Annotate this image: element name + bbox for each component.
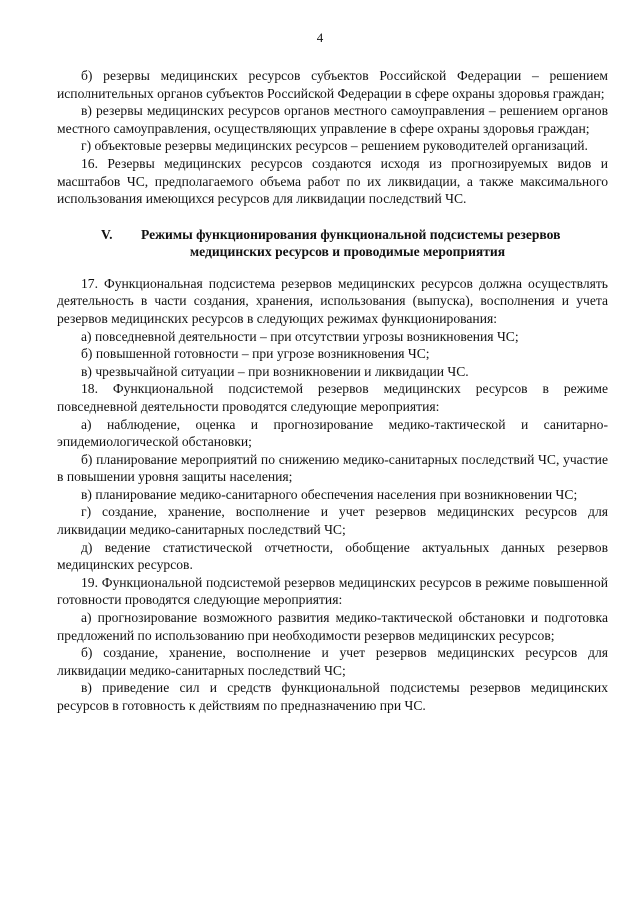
paragraph: б) резервы медицинских ресурсов субъектов Российской Федерации – решением исполнительных органов субъектов Российской Федерации в сфере охраны здоровья граждан; [57,68,608,101]
paragraph: 19. Функциональной подсистемой резервов медицинских ресурсов в режиме повышенной готовности проводятся следующие мероприятия: [57,574,608,608]
section-heading [57,226,608,260]
paragraph: в) резервы медицинских ресурсов органов местного самоуправления – решением органов местного самоуправления, осуществляющих управление в сфере охраны здоровья граждан; [57,103,608,136]
document-body [57,67,608,715]
section-number: V. [101,226,113,242]
section-title-line-1: Режимы функционирования функциональной подсистемы резервов [141,226,561,242]
section-title-line-2: медицинских ресурсов и проводимые мероприятия [189,243,506,259]
paragraph: б) создание, хранение, восполнение и учет резервов медицинских ресурсов для ликвидации медико-санитарных последствий ЧС; [57,645,608,678]
paragraph: в) приведение сил и средств функциональной подсистемы резервов медицинских ресурсов в готовность к действиям по предназначению при ЧС. [57,680,608,713]
paragraph: а) наблюдение, оценка и прогнозирование медико-тактической и санитарно-эпидемиологической обстановки; [57,416,608,450]
paragraph: б) повышенной готовности – при угрозе возникновения ЧС; [81,346,430,362]
paragraph: д) ведение статистической отчетности, обобщение актуальных данных резервов медицинских ресурсов. [57,539,608,573]
paragraph: б) планирование мероприятий по снижению медико-санитарных последствий ЧС, участие в повышении уровня защиты населения; [57,451,608,485]
paragraph: в) планирование медико-санитарного обеспечения населения при возникновении ЧС; [81,486,578,502]
paragraph: в) чрезвычайной ситуации – при возникновении и ликвидации ЧС. [81,363,469,379]
paragraph: а) повседневной деятельности – при отсутствии угрозы возникновения ЧС; [81,328,519,344]
page-number: 4 [316,30,324,45]
paragraph: 16. Резервы медицинских ресурсов создаются исходя из прогнозируемых видов и масштабов ЧС, предполагаемого объема работ по их ликвидации, а также максимального использования имеющихся ресурсов для ликвидации последствий ЧС. [57,155,608,207]
paragraph: г) объектовые резервы медицинских ресурсов – решением руководителей организаций. [81,138,588,154]
paragraph: а) прогнозирование возможного развития медико-тактической обстановки и подготовка предложений по использованию при необходимости резервов медицинских ресурсов; [57,610,608,643]
paragraph: 17. Функциональная подсистема резервов медицинских ресурсов должна осуществлять деятельность в части создания, хранения, использования (выпуска), восполнения и учета резервов медицинских ресурсов в следующих режимах функционирования: [57,275,608,326]
paragraph: 18. Функциональной подсистемой резервов медицинских ресурсов в режиме повседневной деятельности проводятся следующие мероприятия: [57,381,608,414]
paragraph: г) создание, хранение, восполнение и учет резервов медицинских ресурсов для ликвидации медико-санитарных последствий ЧС; [57,504,608,538]
